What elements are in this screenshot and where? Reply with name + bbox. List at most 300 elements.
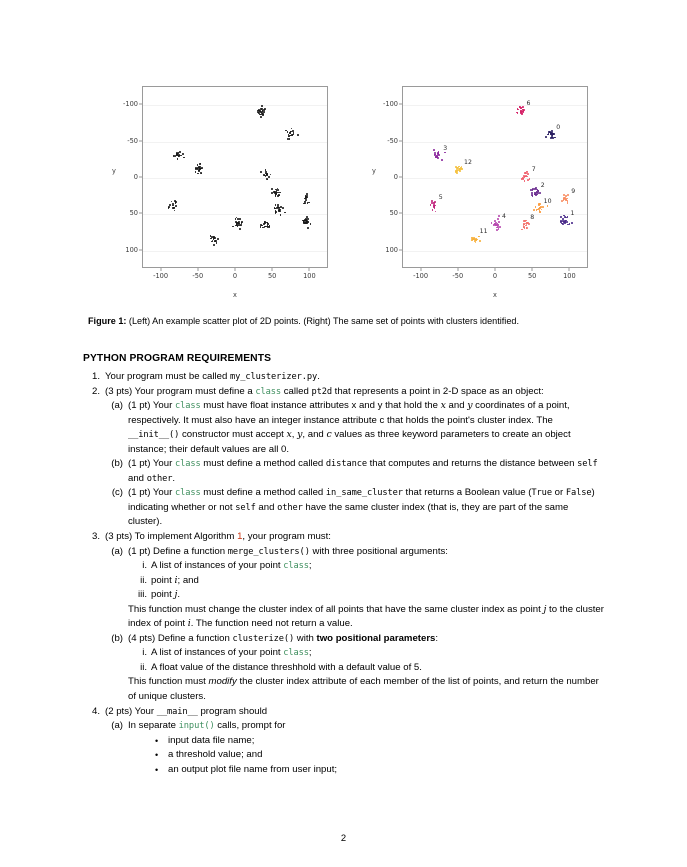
- scatter-point: [560, 220, 562, 222]
- y-axis-tick-label: -100: [383, 100, 398, 109]
- list-marker-2b: (b): [111, 458, 123, 470]
- scatter-point: [535, 206, 537, 208]
- scatter-point: [262, 227, 264, 229]
- x-axis-tick-mark: [457, 268, 458, 271]
- gridline: [403, 251, 587, 252]
- item-1-text-b: .: [317, 371, 320, 382]
- scatter-point: [305, 199, 307, 201]
- scatter-point: [437, 157, 439, 159]
- scatter-point: [310, 223, 312, 225]
- scatter-point: [533, 209, 535, 211]
- scatter-point: [195, 171, 197, 173]
- scatter-point: [524, 180, 526, 182]
- scatter-point: [541, 209, 543, 211]
- scatter-point: [520, 107, 522, 109]
- item-3a-ii-math-i: i: [174, 574, 178, 586]
- scatter-point: [434, 207, 436, 209]
- gridline: [403, 214, 587, 215]
- item-2-text-a: (3 pts) Your program must define a: [105, 385, 256, 397]
- item-3a-ii-text-a: point: [151, 574, 175, 586]
- item-4a-text-a: In separate: [128, 720, 179, 732]
- list-item-3b: [83, 632, 605, 647]
- scatter-point: [532, 195, 534, 197]
- y-axis-tick-label: 100: [385, 245, 398, 254]
- y-axis-tick-label: -50: [387, 136, 398, 145]
- list-marker-3a: (a): [111, 545, 123, 557]
- scatter-point: [522, 178, 524, 180]
- x-axis-tick-label: 50: [527, 272, 537, 280]
- item-2b-text-b: must define a method called: [200, 458, 326, 470]
- scatter-point: [539, 192, 541, 194]
- scatter-point: [547, 134, 549, 136]
- scatter-point: [517, 108, 519, 110]
- scatter-point: [183, 157, 185, 159]
- scatter-point: [434, 202, 436, 204]
- scatter-point: [531, 192, 533, 194]
- bullet-text-1: input data file name;: [168, 734, 255, 746]
- item-2a-text-g: , and: [302, 429, 327, 441]
- x-axis-tick-label: -100: [153, 272, 169, 280]
- scatter-point: [275, 195, 277, 197]
- scatter-point: [534, 188, 536, 190]
- scatter-point: [275, 211, 277, 213]
- scatter-point: [182, 153, 184, 155]
- scatter-point: [565, 217, 567, 219]
- item-1-text-a: Your program must be called: [105, 371, 230, 382]
- list-item-2: [83, 385, 605, 400]
- item-2b-text-a: (1 pt) Your: [128, 458, 175, 470]
- cluster-label: 3: [443, 144, 448, 152]
- scatter-point: [270, 174, 272, 176]
- item-2a-text-b: must have float instance attributes x and y that hold the: [200, 400, 441, 412]
- scatter-point: [232, 226, 234, 228]
- scatter-point: [497, 224, 499, 226]
- item-2b-keyword: class: [174, 459, 201, 470]
- list-item-3a-ii: [83, 574, 605, 589]
- y-axis-tick-label: 100: [125, 245, 138, 254]
- list-marker-3a-ii: ii.: [140, 574, 147, 586]
- scatter-point: [265, 176, 267, 178]
- scatter-point: [520, 112, 522, 114]
- figure-caption: [88, 315, 600, 328]
- list-item-3a-i: [83, 559, 605, 574]
- scatter-point: [527, 173, 529, 175]
- item-3a-tail-c: . The function need not return a value.: [190, 618, 353, 630]
- scatter-point: [211, 241, 213, 243]
- list-marker-3a-iii: iii.: [137, 589, 147, 601]
- scatter-point: [278, 207, 280, 209]
- item-3b-text-a: (4 pts) Define a function: [128, 632, 233, 644]
- item-2a-math-y2: y: [297, 429, 303, 441]
- item-3a-text-b: with three positional arguments:: [309, 545, 448, 557]
- scatter-point: [292, 134, 294, 136]
- list-marker-3b: (b): [111, 632, 123, 644]
- cluster-label: 9: [571, 187, 576, 195]
- cluster-label: 0: [556, 123, 561, 131]
- list-marker-4a: (a): [111, 720, 123, 732]
- scatter-point: [279, 210, 281, 212]
- y-axis-tick-label: -50: [127, 136, 138, 145]
- item-2c-keyword: class: [174, 488, 201, 499]
- scatter-point: [527, 179, 529, 181]
- item-3b-i-text-a: A list of instances of your point: [151, 647, 284, 659]
- scatter-point: [551, 130, 553, 132]
- scatter-point: [195, 167, 197, 169]
- scatter-point: [282, 207, 284, 209]
- item-2b-code-other: other: [146, 473, 173, 484]
- x-axis-tick-label: -50: [192, 272, 204, 280]
- scatter-point: [308, 202, 310, 204]
- bullet-item-3: [83, 763, 605, 778]
- page-number: 2: [340, 832, 347, 843]
- item-3a-code-merge: merge_clusters(): [227, 546, 310, 557]
- figure-caption-text: (Left) An example scatter plot of 2D points. (Right) The same set of points with clusters identified.: [126, 316, 519, 326]
- item-2a-math-x2: x: [286, 429, 292, 441]
- scatter-point: [521, 229, 523, 231]
- item-2c-code-true: True: [531, 488, 552, 499]
- scatter-point: [268, 176, 270, 178]
- gridline: [143, 105, 327, 106]
- y-axis-tick-mark: [399, 140, 402, 141]
- item-3a-tail-a: This function must change the cluster index of all points that have the same cluster index as point: [128, 603, 544, 615]
- item-2c-text-d: or: [551, 487, 566, 499]
- item-2b-text-c: that computes and returns the distance between: [366, 458, 578, 470]
- item-2b-code-self: self: [577, 459, 598, 470]
- y-axis-tick-label: 50: [389, 209, 398, 218]
- scatter-point: [458, 169, 460, 171]
- scatter-point: [306, 222, 308, 224]
- item-3b-i-keyword: class: [283, 648, 309, 659]
- bullet-text-3: an output plot file name from user input;: [168, 763, 338, 775]
- scatter-point: [566, 221, 568, 223]
- scatter-point: [297, 134, 299, 136]
- cluster-label: 4: [502, 213, 506, 221]
- scatter-point: [198, 169, 200, 171]
- scatter-point: [542, 206, 544, 208]
- item-2a-math-c: c: [326, 429, 332, 441]
- x-axis-tick-mark: [272, 268, 273, 271]
- scatter-point: [567, 224, 569, 226]
- cluster-label: 2: [540, 181, 545, 189]
- bullet-marker-3: •: [155, 764, 159, 775]
- scatter-point: [216, 242, 218, 244]
- item-2-code: pt2d: [311, 386, 332, 397]
- x-axis-tick-label: 100: [303, 272, 316, 280]
- item-2a-text-h: values as three keyword parameters to create an object instance; their default values are all 0.: [128, 429, 571, 455]
- scatter-point: [174, 210, 176, 212]
- x-axis-tick-mark: [495, 268, 496, 271]
- item-3a-tail: [83, 603, 605, 632]
- item-3b-tail: [83, 675, 605, 704]
- scatter-point: [498, 228, 500, 230]
- gridline: [403, 142, 587, 143]
- x-axis-tick-mark: [235, 268, 236, 271]
- scatter-point: [288, 134, 290, 136]
- item-2a-math-x: x: [440, 400, 446, 412]
- cluster-label: 11: [479, 228, 488, 236]
- item-2a-text-c: and: [445, 400, 468, 412]
- scatter-point: [307, 227, 309, 229]
- scatter-point: [567, 194, 569, 196]
- scatter-point: [444, 152, 446, 154]
- scatter-point: [240, 224, 242, 226]
- item-4a-text-b: calls, prompt for: [214, 720, 286, 732]
- scatter-point: [277, 189, 279, 191]
- scatter-point: [435, 211, 437, 213]
- item-4-code-main: __main__: [156, 706, 198, 717]
- scatter-point: [538, 203, 540, 205]
- item-3a-text-a: (1 pt) Define a function: [128, 545, 228, 557]
- scatter-point: [434, 152, 436, 154]
- bullet-marker-1: •: [155, 735, 159, 746]
- list-item-1: [83, 370, 605, 385]
- scatter-point: [197, 173, 199, 175]
- item-3b-tail-b: the cluster index attribute of each member of the list of points, and return the number of unique clusters.: [128, 676, 599, 703]
- cluster-label: 7: [531, 165, 536, 173]
- gridline: [403, 105, 587, 106]
- y-axis-tick-mark: [399, 104, 402, 105]
- list-item-3a-iii: [83, 588, 605, 603]
- scatter-point: [441, 159, 443, 161]
- scatter-point: [305, 218, 307, 220]
- item-3b-tail-italic: modify: [208, 676, 237, 688]
- item-2c-code-false: False: [565, 488, 592, 499]
- scatter-point: [175, 202, 177, 204]
- scatter-point: [210, 238, 212, 240]
- x-axis-tick-label: 100: [563, 272, 576, 280]
- item-3a-iii-text-b: .: [177, 589, 181, 601]
- item-4-text-b: program should: [197, 705, 268, 717]
- item-2c-text-b: must define a method called: [200, 487, 326, 499]
- requirements-list: [83, 370, 605, 777]
- y-axis-tick-mark: [139, 104, 142, 105]
- item-2b-text-e: .: [172, 472, 176, 484]
- scatter-point: [289, 132, 291, 134]
- scatter-point: [264, 222, 266, 224]
- x-axis-tick-label: 50: [267, 272, 277, 280]
- item-3a-ii-text-b: ; and: [177, 574, 199, 586]
- scatter-point: [471, 240, 473, 242]
- item-3b-i-text-b: ;: [308, 647, 312, 659]
- scatter-point: [550, 137, 552, 139]
- list-marker-1: 1.: [91, 371, 100, 382]
- scatter-point: [284, 212, 286, 214]
- item-3a-iii-text-a: point: [151, 589, 175, 601]
- gridline: [403, 178, 587, 179]
- item-3b-tail-a: This function must: [128, 676, 209, 688]
- scatter-point: [479, 240, 481, 242]
- item-3-text-a: (3 pts) To implement Algorithm: [105, 531, 238, 543]
- scatter-point: [498, 215, 500, 217]
- list-marker-4: 4.: [91, 705, 100, 717]
- list-marker-2c: (c): [111, 487, 123, 499]
- scatter-point: [535, 194, 537, 196]
- item-2a-keyword: class: [174, 401, 201, 412]
- scatter-point: [199, 163, 201, 165]
- scatter-point: [168, 206, 170, 208]
- scatter-point: [571, 222, 573, 224]
- cluster-label: 12: [464, 158, 472, 166]
- item-2-keyword: class: [255, 386, 282, 397]
- gridline: [143, 214, 327, 215]
- scatter-point: [176, 155, 178, 157]
- list-item-3b-i: [83, 646, 605, 661]
- item-2a-code-init: __init__(): [128, 430, 180, 441]
- scatter-point: [287, 138, 289, 140]
- scatter-point: [180, 155, 182, 157]
- x-axis-tick-mark: [309, 268, 310, 271]
- item-2c-text-a: (1 pt) Your: [128, 487, 175, 499]
- list-item-3: [83, 530, 605, 545]
- list-item-3a: [83, 545, 605, 560]
- figure-1: x y 100 50 0 -50 -100 -100 -50 0 50 100 0 1 2 3 4 5 6 7 8 9 10 11 12 x y 100 50 0 -50 -100 -100 -50 0 50 100: [0, 76, 687, 304]
- scatter-point: [432, 209, 434, 211]
- scatter-point: [550, 133, 552, 135]
- item-3b-text-c: :: [435, 632, 439, 644]
- scatter-point: [292, 130, 294, 132]
- y-axis-tick-mark: [139, 177, 142, 178]
- scatter-point: [497, 218, 499, 220]
- gridline: [143, 251, 327, 252]
- item-2a-text-d: coordinates of a point, respectively. It must also have an integer instance attribute c that holds the point's cluster index. The: [128, 400, 570, 426]
- item-2a-text-a: (1 pt) Your: [128, 400, 175, 412]
- bullet-item-2: [83, 748, 605, 763]
- scatter-point: [269, 225, 271, 227]
- scatter-point: [260, 116, 262, 118]
- scatter-point: [433, 149, 435, 151]
- figure-caption-label: Figure 1:: [88, 316, 127, 326]
- scatter-point: [498, 221, 500, 223]
- scatter-point: [545, 136, 547, 138]
- x-axis-label-right: x: [493, 291, 497, 299]
- scatter-point: [455, 171, 457, 173]
- x-axis-tick-mark: [197, 268, 198, 271]
- scatter-point: [460, 168, 462, 170]
- scatter-point: [564, 222, 566, 224]
- scatter-point: [177, 158, 179, 160]
- list-item-2c: [83, 486, 605, 530]
- scatter-point: [279, 192, 281, 194]
- item-2a-text-e: constructor must accept: [179, 429, 287, 441]
- y-axis-tick-mark: [399, 249, 402, 250]
- item-2b-code-distance: distance: [325, 459, 367, 470]
- scatter-point: [261, 108, 263, 110]
- scatter-point: [275, 192, 277, 194]
- scatter-point: [526, 227, 528, 229]
- item-3b-ii-text-a: A float value of the distance threshhold with a default value of 5.: [151, 661, 422, 673]
- list-marker-3: 3.: [91, 531, 100, 543]
- list-marker-3b-i: i.: [142, 647, 147, 659]
- scatter-point: [537, 190, 539, 192]
- bullet-item-1: [83, 734, 605, 749]
- x-axis-tick-label: -100: [413, 272, 429, 280]
- item-4-text-a: (2 pts) Your: [105, 705, 157, 717]
- y-axis-tick-label: 0: [133, 173, 138, 181]
- item-2b-text-d: and: [128, 472, 147, 484]
- list-marker-2a: (a): [111, 400, 123, 412]
- item-2-text-c: that represents a point in 2-D space as an object:: [331, 385, 544, 397]
- y-axis-tick-mark: [139, 249, 142, 250]
- item-3b-code-clusterize: clusterize(): [232, 633, 295, 644]
- scatter-point: [263, 111, 265, 113]
- x-axis-tick-label: 0: [492, 272, 498, 280]
- item-3b-text-b: with: [294, 632, 317, 644]
- item-4a-code-input: input(): [178, 721, 215, 732]
- scatter-point: [525, 172, 527, 174]
- item-3-text-b: , your program must:: [242, 531, 331, 543]
- item-2a-math-y: y: [467, 400, 473, 412]
- x-axis-tick-mark: [532, 268, 533, 271]
- x-axis-tick-label: -50: [452, 272, 464, 280]
- item-3a-tail-math-j: j: [543, 603, 547, 615]
- x-axis-tick-mark: [420, 268, 421, 271]
- item-3a-tail-b: to the cluster index of point: [128, 603, 604, 630]
- list-item-3b-ii: [83, 661, 605, 676]
- scatter-point: [217, 238, 219, 240]
- algorithm-reference-link[interactable]: 1: [237, 531, 243, 543]
- bullet-text-2: a threshold value; and: [168, 749, 263, 761]
- cluster-label: 5: [438, 194, 443, 202]
- scatter-point: [524, 220, 526, 222]
- item-2c-code-other: other: [277, 502, 303, 513]
- item-1-code: my_clusterizer.py: [229, 372, 318, 382]
- y-axis-tick-mark: [139, 140, 142, 141]
- scatter-point: [260, 171, 262, 173]
- scatter-point: [275, 204, 277, 206]
- scatter-point: [239, 218, 241, 220]
- list-item-2b: [83, 457, 605, 486]
- scatter-point: [239, 228, 241, 230]
- scatter-point: [261, 105, 263, 107]
- cluster-label: 10: [543, 197, 552, 205]
- item-3b-bold: two positional parameters: [316, 632, 436, 644]
- scatter-point: [554, 137, 556, 139]
- item-2a-text-f: ,: [291, 429, 298, 441]
- scatter-point: [491, 222, 493, 224]
- scatter-point: [437, 153, 439, 155]
- scatter-point: [547, 205, 549, 207]
- list-marker-3a-i: i.: [142, 560, 147, 572]
- y-axis-tick-label: -100: [123, 100, 138, 109]
- scatter-point: [235, 218, 237, 220]
- scatter-point: [260, 226, 262, 228]
- item-3a-i-text-b: ;: [308, 560, 312, 572]
- bullet-marker-2: •: [155, 750, 159, 761]
- list-marker-2: 2.: [91, 385, 100, 397]
- scatter-point: [430, 204, 432, 206]
- list-item-4a: [83, 719, 605, 734]
- item-2c-code-insamecluster: in_same_cluster: [325, 488, 403, 499]
- gridline: [143, 142, 327, 143]
- cluster-label: 8: [530, 213, 535, 221]
- item-3a-i-text-a: A list of instances of your point: [151, 560, 284, 572]
- x-axis-label-left: x: [233, 291, 237, 299]
- section-heading: PYTHON PROGRAM REQUIREMENTS: [83, 353, 272, 364]
- scatter-point: [522, 110, 524, 112]
- y-axis-tick-mark: [399, 177, 402, 178]
- item-2c-code-self: self: [235, 502, 256, 513]
- scatter-point: [565, 199, 567, 201]
- scatter-point: [499, 226, 501, 228]
- scatter-point: [277, 195, 279, 197]
- scatter-point: [201, 173, 203, 175]
- item-2c-text-c: that returns a Boolean value (: [402, 487, 532, 499]
- x-axis-tick-mark: [160, 268, 161, 271]
- scatter-point: [528, 223, 530, 225]
- plot-axes-right: [402, 86, 588, 268]
- item-2c-text-f: and: [255, 501, 278, 513]
- cluster-label: 6: [526, 99, 531, 107]
